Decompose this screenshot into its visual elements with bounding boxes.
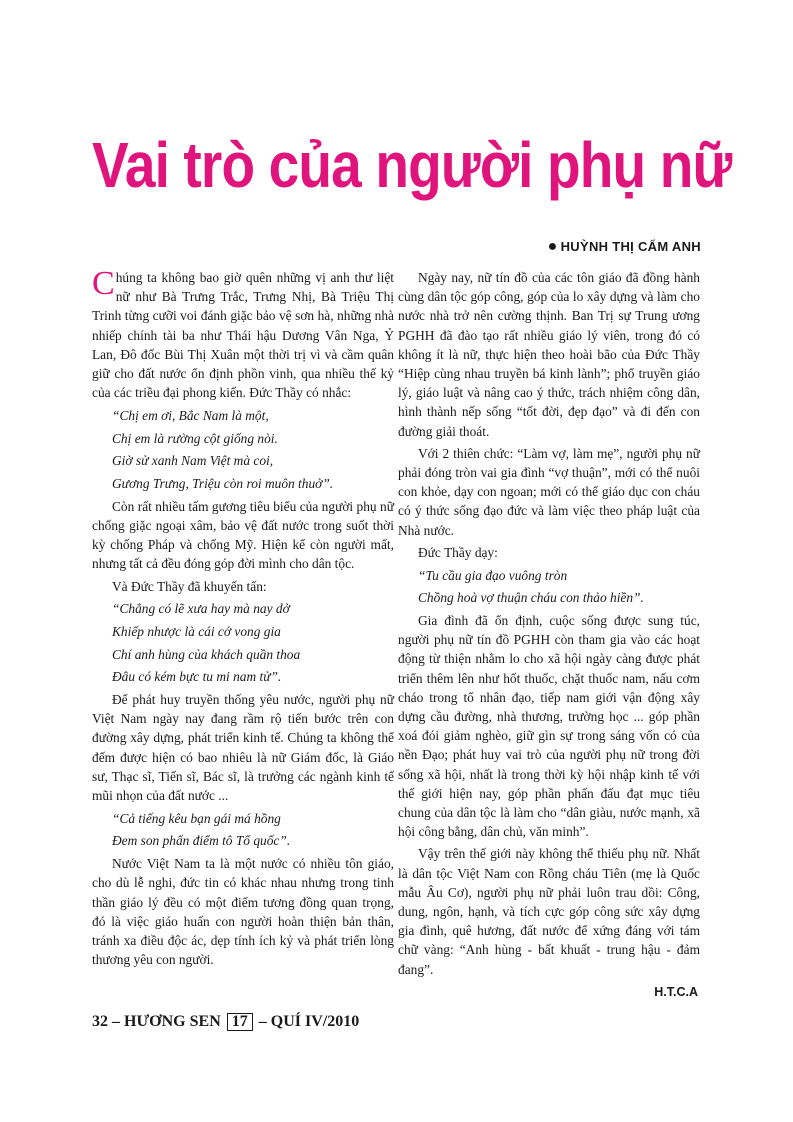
paragraph: Đức Thầy dạy: <box>418 544 498 560</box>
issue-number-box: 17 <box>227 1013 253 1031</box>
drop-cap: C <box>92 265 115 302</box>
paragraph: Với 2 thiên chức: “Làm vợ, làm mẹ”, người phụ nữ phải đóng tròn vai gia đình “vợ thuận”, mới có thể nuôi con khỏe, dạy con ngoan; mới có thể giáo dục con cháu có ý thức sống đạo đức và làm việc theo pháp luật của Nhà nước. <box>398 445 700 538</box>
verse-line: “Cả tiếng kêu bạn gái má hồng <box>112 810 281 826</box>
paragraph: Và Đức Thầy đã khuyến tấn: <box>112 578 267 594</box>
verse-line: Chí anh hùng của khách quần thoa <box>112 646 301 662</box>
paragraph: Gia đình đã ổn định, cuộc sống được sung túc, người phụ nữ tín đồ PGHH còn tham gia vào các hoạt động từ thiện nhằm lo cho xã hội ngày càng được phát triển thêm lên như hốt thuốc, chặt thuốc nam, nấu cơm cháo trong tổ nhân đạo, tiếp nam giới vận động xây dựng cầu đường, nhà thương, trường học ... góp phần xoá đói giảm nghèo, giữ gìn sự trong sáng vốn có của nền Đạo; phát huy vai trò của người phụ nữ trong đời sống xã hội, nhất là trong thời kỳ hội nhập kinh tế với thế giới hiện nay, góp phần phấn đấu đạt mục tiêu chung của dân tộc là làm cho “dân giàu, nước mạnh, xã hội công bằng, dân chủ, văn minh”. <box>398 612 700 840</box>
footer-page-magazine: 32 – HƯƠNG SEN <box>92 1013 221 1030</box>
paragraph: Nước Việt Nam ta là một nước có nhiều tôn giáo, cho dù lễ nghi, đức tin có khác nhau nhưng trong tinh thần giáo lý đều có một điểm tương đồng quan trọng, đó là việc giáo huấn con người hoàn thiện bản thân, tránh xa điều độc ác, dẹp tính ích kỷ và phát triển lòng thương yêu con người. <box>92 856 394 968</box>
footer-quarter: – QUÍ IV/2010 <box>258 1013 360 1030</box>
author-name: HUỲNH THỊ CẨM ANH <box>560 239 701 254</box>
right-column <box>398 268 700 979</box>
paragraph: Để phát huy truyền thống yêu nước, người phụ nữ Việt Nam ngày nay đang rầm rộ tiến bước trên con đường xây dựng, phát triển kinh tế. Chúng ta không thể đếm được hiện có bao nhiêu là nữ Giám đốc, là Giáo sư, Thạc sĩ, Tiến sĩ, Bác sĩ, là trưởng các ngành kinh tế mũi nhọn của đất nước ... <box>92 692 394 804</box>
verse-line: Giờ sử xanh Nam Việt mà coi, <box>112 453 274 469</box>
bullet-icon: ● <box>547 238 558 255</box>
verse-line: Đem son phấn điểm tô Tổ quốc”. <box>112 833 291 849</box>
left-column <box>92 265 394 969</box>
page-footer <box>92 1013 359 1031</box>
verse-line: “Chẳng có lẽ xưa hay mà nay dở <box>112 601 290 617</box>
paragraph: Ngày nay, nữ tín đồ của các tôn giáo đã đồng hành cùng dân tộc góp công, góp của lo xây dựng và làm cho nước nhà trở nên cường thịnh. Ban Trị sự Trung ương PGHH đã đào tạo rất nhiều giáo lý viên, trong đó có không ít là nữ, thực hiện theo hoài bão của Đức Thầy “Hiệp cùng nhau truyền bá kinh lành”; phổ truyền giáo lý, giáo luật và nâng cao ý thức, trách nhiệm công dân, hình thành nếp sống “tốt đời, đẹp đạo” và đi đến con đường giải thoát. <box>398 270 700 439</box>
paragraph: Còn rất nhiều tấm gương tiêu biểu của người phụ nữ chống giặc ngoại xâm, bảo vệ đất nước trong suốt thời kỳ chống Pháp và chống Mỹ. Hiện kể còn người mất, nhưng tất cả đều đóng góp đời mình cho dân tộc. <box>92 498 394 572</box>
verse-line: Chị em là rường cột giống nòi. <box>112 430 278 446</box>
verse-line: Đâu có kém bực tu mi nam tử”. <box>112 669 282 685</box>
verse-line: Khiếp nhược là cái cớ vong gia <box>112 623 281 639</box>
article-title: Vai trò của người phụ nữ <box>92 129 732 201</box>
verse-line: Gương Trưng, Triệu còn roi muôn thuở”. <box>112 476 334 492</box>
author-byline <box>548 238 701 256</box>
signature-initials: H.T.C.A <box>654 985 698 999</box>
paragraph: Vậy trên thế giới này không thể thiếu phụ nữ. Nhất là dân tộc Việt Nam con Rồng cháu Tiên (mẹ là Quốc mẫu Âu Cơ), người phụ nữ phải luôn trau dồi: Công, dung, ngôn, hạnh, và tích cực góp công sức xây dựng gia đình, quê hương, đất nước để xứng đáng với tám chữ vàng: “Anh hùng - bất khuất - trung hậu - đảm đang”. <box>398 846 700 977</box>
verse-line: Chồng hoà vợ thuận cháu con thảo hiền”. <box>418 590 644 606</box>
verse-line: “Tu cầu gia đạo vuông tròn <box>418 567 568 583</box>
paragraph: Chúng ta không bao giờ quên những vị anh thư liệt nữ như Bà Trưng Trắc, Trưng Nhị, Bà Triệu Thị Trinh từng cưỡi voi đánh giặc bảo vệ sơn hà, những nhà nhiếp chính tài ba như Thái hậu Dương Vân Nga, Ỷ Lan, Đô đốc Bùi Thị Xuân một thời trị vì và cầm quân giữ cho đất nước ổn định phồn vinh, qua nhiều thế kỷ của các triều đại phong kiến. Đức Thầy có nhắc: <box>92 265 394 401</box>
verse-line: “Chị em ơi, Bắc Nam là một, <box>112 407 269 423</box>
